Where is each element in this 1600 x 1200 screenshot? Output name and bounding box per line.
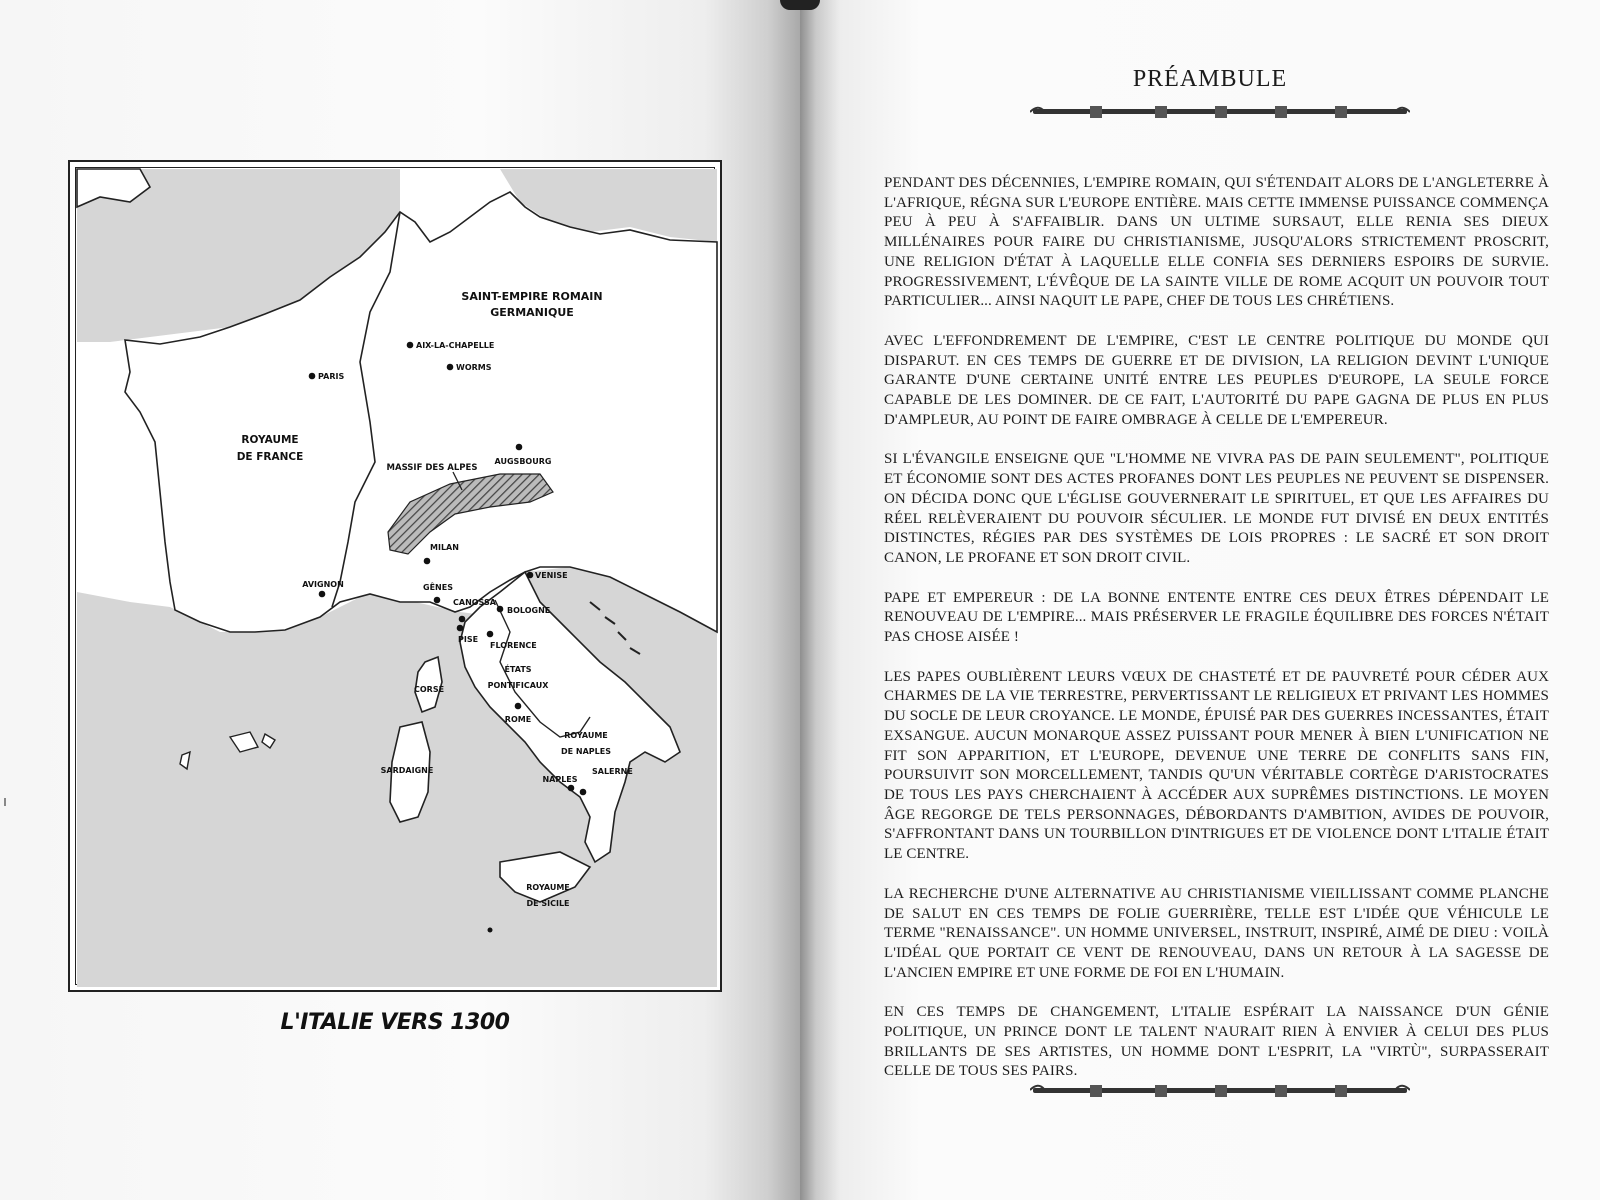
label-avignon: AVIGNON (302, 580, 344, 589)
label-canossa: CANOSSA (453, 598, 496, 607)
paragraph: LA RECHERCHE D'UNE ALTERNATIVE AU CHRISTIANISME VIEILLISSANT COMME PLANCHE DE SALUT EN CES TEMPS DE FOLIE GUERRIÈRE, TELLE EST L'IDÉE QUE VÉHICULE LE TERME "RENAISSANCE". UN HOMME UNIVERSEL, INSTRUIT, INSPIRÉ, AIMÉ DE DIEU : VOILÀ L'IDÉAL QUE PORTAIT CE VENT DE RENOUVEAU, DANS UN RETOUR À LA SAGESSE DE L'ANCIEN EMPIRE ET UNE FORME DE FOI EN L'HUMAIN. (884, 885, 1549, 981)
map-frame (68, 160, 722, 992)
label-worms: WORMS (456, 363, 492, 372)
label-etats: ÉTATS (504, 665, 532, 674)
page-mark (4, 798, 6, 806)
label-florence: FLORENCE (490, 641, 537, 650)
label-pontificaux: PONTIFICAUX (487, 681, 549, 690)
map-of-europe (70, 162, 724, 994)
preamble-text (884, 174, 1549, 1102)
paragraph: AVEC L'EFFONDREMENT DE L'EMPIRE, C'EST LE CENTRE POLITIQUE DU MONDE QUI DISPARUT. EN CES TEMPS DE GUERRE ET DE DIVISION, LA RELIGION DEVINT L'UNIQUE GARANTE D'UNE CERTAINE UNITÉ ENTRE LES PEUPLES D'EUROPE, LA SEULE FORCE CAPABLE DE LES DOMINER. DE CE FAIT, L'AUTORITÉ DU PAPE GAGNA DE PLUS EN PLUS D'AMPLEUR, AU POINT DE FAIRE OMBRAGE À CELLE DE L'EMPEREUR. (884, 332, 1549, 428)
label-rome: ROME (504, 715, 532, 724)
label-sardaigne: SARDAIGNE (380, 766, 434, 775)
label-royaume-naples-2: DE NAPLES (561, 747, 611, 756)
paragraph: PAPE ET EMPEREUR : DE LA BONNE ENTENTE ENTRE CES DEUX ÊTRES DÉPENDAIT LE RENOUVEAU DE L'EMPIRE... MAIS PRÉSERVER LE FRAGILE ÉQUILIBRE DES FORCES N'ÉTAIT PAS CHOSE AISÉE ! (884, 589, 1549, 646)
map-caption: L'ITALIE VERS 1300 (280, 1010, 510, 1035)
ornament-bottom (1030, 1080, 1410, 1100)
label-royaume-france-2: DE FRANCE (236, 451, 304, 463)
label-naples: NAPLES (542, 775, 578, 784)
label-bologne: BOLOGNE (507, 606, 551, 615)
label-milan: MILAN (430, 543, 459, 552)
label-massif-alpes: MASSIF DES ALPES (386, 463, 478, 473)
label-paris: PARIS (318, 372, 345, 381)
label-corse: CORSE (414, 685, 445, 694)
label-salerne: SALERNE (592, 767, 633, 776)
label-saint-empire: SAINT-EMPIRE ROMAIN (461, 290, 603, 303)
paragraph: LES PAPES OUBLIÈRENT LEURS VŒUX DE CHASTETÉ ET DE PAUVRETÉ POUR CÉDER AUX CHARMES DE LA VIE TERRESTRE, PERVERTISSANT LE RELIGIEUX ET PRIVANT LES HOMMES DU SOCLE DE LEUR CROYANCE. LE MONDE, ÉPUISÉ PAR DES GUERRES INCESSANTES, ÉTAIT EXSANGUE. AUCUN MONARQUE ASSEZ PUISSANT POUR MENER À BIEN L'UNIFICATION NE FIT SON APPARITION, ET L'EUROPE, DEVENUE UNE TERRE DE CONFLITS SANS FIN, POURSUIVIT SON MORCELLEMENT, TANDIS QU'UN VÉRITABLE CORTÈGE D'ARISTOCRATES DE TOUS LES PAYS CHERCHAIENT À ACCÉDER AUX SUPRÊMES DISTINCTIONS. LE MOYEN ÂGE REGORGE DE TELS PERSONNAGES, DÉBORDANTS D'AMBITION, AVIDES DE POUVOIR, S'AFFRONTANT DANS UN TOURBILLON D'INTRIGUES ET DE VIOLENCE DONT L'ITALIE ÉTAIT LE CENTRE. (884, 668, 1549, 863)
book-corner-shadow (780, 0, 820, 10)
page-title: PRÉAMBULE (1132, 66, 1288, 92)
label-venise: VENISE (535, 571, 568, 580)
label-pise: PISE (458, 635, 479, 644)
ornament-top (1030, 102, 1410, 122)
paragraph: SI L'ÉVANGILE ENSEIGNE QUE "L'HOMME NE VIVRA PAS DE PAIN SEULEMENT", POLITIQUE ET ÉCONOMIE SONT DES ACTES PROFANES DONT LES PEUPLES NE PEUVENT SE DISPENSER. ON DÉCIDA DONC QUE L'ÉGLISE GOUVERNERAIT LE SPIRITUEL, ET QUE LES AFFAIRES DU RÉEL RELÈVERAIENT DU POUVOIR SÉCULIER. LE MONDE FUT DIVISÉ EN DEUX ENTITÉS DISTINCTES, RÉGIES PAR DES SYSTÈMES DE LOIS PROPRES : LE SACRÉ ET SON DROIT CANON, LE PROFANE ET SON DROIT CIVIL. (884, 451, 1549, 566)
label-germanique: GERMANIQUE (490, 306, 574, 319)
label-aix-la-chapelle: AIX-LA-CHAPELLE (416, 341, 495, 350)
label-genes: GÊNES (423, 583, 453, 592)
label-royaume-naples-1: ROYAUME (564, 731, 608, 740)
paragraph: PENDANT DES DÉCENNIES, L'EMPIRE ROMAIN, QUI S'ÉTENDAIT ALORS DE L'ANGLETERRE À L'AFRIQUE, RÉGNA SUR L'EUROPE ENTIÈRE. MAIS CETTE IMMENSE PUISSANCE COMMENÇA PEU À PEU À S'AFFAIBLIR. DANS UN ULTIME SURSAUT, ELLE RENIA SES DIEUX MILLÉNAIRES POUR FAIRE DU CHRISTIANISME, JUSQU'ALORS STRICTEMENT PROSCRIT, UNE RELIGION D'ÉTAT À LAQUELLE ELLE CONFIA SES DERNIERS ESPOIRS DE SURVIE. PROGRESSIVEMENT, L'ÉVÊQUE DE LA SAINTE VILLE DE ROME ACQUIT UN POUVOIR TOUT PARTICULIER... AINSI NAQUIT LE PAPE, CHEF DE TOUS LES CHRÉTIENS. (884, 175, 1549, 310)
label-augsbourg: AUGSBOURG (494, 457, 552, 466)
label-royaume-sicile-2: DE SICILE (526, 899, 570, 908)
label-royaume-sicile-1: ROYAUME (526, 883, 570, 892)
label-royaume-france-1: ROYAUME (241, 434, 299, 446)
paragraph: EN CES TEMPS DE CHANGEMENT, L'ITALIE ESPÉRAIT LA NAISSANCE D'UN GÉNIE POLITIQUE, UN PRINCE DONT LE TALENT N'AURAIT RIEN À ENVIER À CELUI DES PLUS BRILLANTS DE SES ARTISTES, UN HOMME DONT L'ESPRIT, LA "VIRTÙ", SURPASSERAIT CELLE DE TOUS SES PAIRS. (884, 1004, 1549, 1080)
